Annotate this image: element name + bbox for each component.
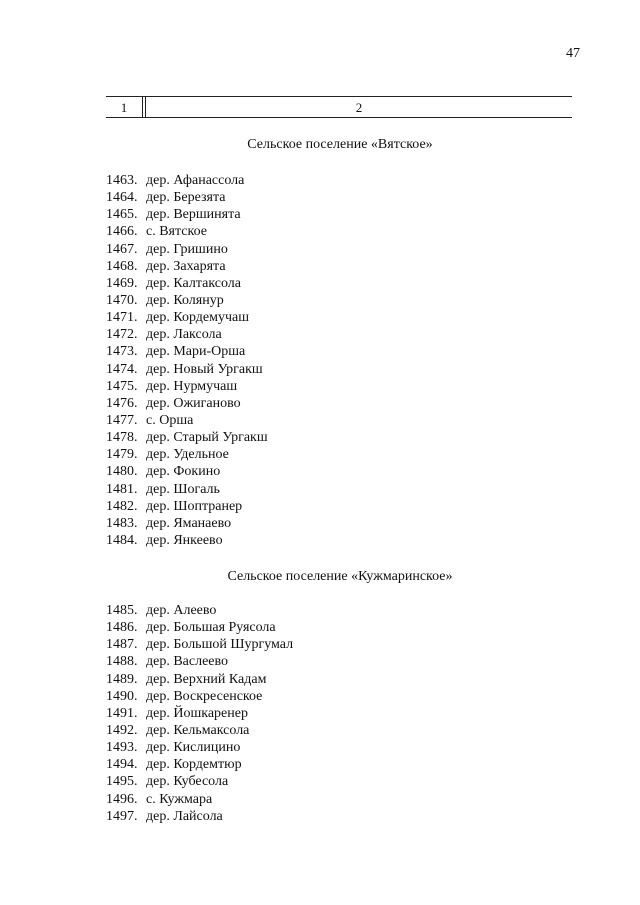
item-type: дер.	[146, 275, 170, 291]
item-number: 1475.	[106, 378, 138, 394]
item-name: Вершинята	[173, 207, 241, 223]
item-name: Васлеево	[173, 654, 229, 670]
item-name: Воскресенское	[173, 688, 263, 704]
item-type: дер.	[146, 654, 170, 670]
item-type: дер.	[146, 344, 170, 360]
item-number: 1496.	[106, 791, 138, 807]
list-item	[106, 189, 268, 206]
item-name: Шоптранер	[173, 498, 243, 514]
item-number: 1488.	[106, 654, 138, 670]
item-number: 1468.	[106, 258, 138, 274]
item-type: с.	[146, 412, 156, 428]
list-item	[106, 808, 293, 825]
item-number: 1480.	[106, 464, 138, 480]
item-type: дер.	[146, 173, 170, 188]
item-name: Калтаксола	[173, 275, 242, 291]
item-number: 1479.	[106, 447, 138, 463]
item-type: дер.	[146, 532, 170, 548]
item-number: 1482.	[106, 498, 138, 514]
item-type: дер.	[146, 688, 170, 704]
item-name: Йошкаренер	[173, 705, 248, 721]
item-name: Березята	[173, 190, 226, 206]
item-type: дер.	[146, 361, 170, 377]
item-name: Фокино	[173, 464, 221, 480]
item-number: 1473.	[106, 344, 138, 360]
item-name: Захарята	[173, 258, 226, 274]
item-name: Ожиганово	[173, 395, 241, 411]
item-type: дер.	[146, 378, 170, 394]
item-name: Верхний Кадам	[173, 671, 267, 687]
list-item	[106, 258, 268, 275]
item-name: Большой Шургумал	[173, 637, 294, 653]
item-name: Старый Ургакш	[173, 430, 268, 446]
list-item	[106, 241, 268, 258]
list-item	[106, 429, 268, 446]
list-item	[106, 653, 293, 670]
list-item	[106, 739, 293, 756]
item-type: дер.	[146, 430, 170, 446]
item-name: Кислицино	[173, 740, 241, 756]
item-name: Кордемтюр	[173, 757, 242, 773]
item-type: дер.	[146, 515, 170, 531]
item-name: Удельное	[173, 447, 229, 463]
item-number: 1463.	[106, 173, 138, 188]
item-name: Орша	[159, 412, 194, 428]
item-number: 1472.	[106, 327, 138, 343]
item-type: дер.	[146, 774, 170, 790]
list-item	[106, 688, 293, 705]
list-item	[106, 343, 268, 360]
item-name: Алеево	[173, 603, 217, 618]
item-type: дер.	[146, 447, 170, 463]
item-type: дер.	[146, 310, 170, 326]
item-number: 1497.	[106, 808, 138, 824]
item-number: 1477.	[106, 412, 138, 428]
list-item	[106, 275, 268, 292]
item-name: Лайсола	[173, 808, 223, 824]
list-item	[106, 223, 268, 240]
column-header-1: 1	[106, 97, 143, 117]
item-type: дер.	[146, 671, 170, 687]
list-item	[106, 172, 268, 189]
item-type: дер.	[146, 395, 170, 411]
list-item	[106, 671, 293, 688]
list-item	[106, 378, 268, 395]
list-item	[106, 498, 268, 515]
item-type: дер.	[146, 757, 170, 773]
item-number: 1490.	[106, 688, 138, 704]
item-name: Яманаево	[173, 515, 232, 531]
item-type: дер.	[146, 498, 170, 514]
item-number: 1492.	[106, 722, 138, 738]
section-title-kuzhmarinskoe: Сельское поселение «Кужмаринское»	[227, 569, 453, 584]
item-name: Колянур	[173, 292, 224, 308]
item-number: 1465.	[106, 207, 138, 223]
item-type: дер.	[146, 808, 170, 824]
list-item	[106, 326, 268, 343]
settlement-list-vyatskoe	[106, 172, 268, 549]
item-number: 1489.	[106, 671, 138, 687]
item-type: с.	[146, 224, 156, 240]
list-item	[106, 481, 268, 498]
item-type: дер.	[146, 190, 170, 206]
item-number: 1486.	[106, 620, 138, 636]
item-number: 1467.	[106, 241, 138, 257]
item-name: Янкеево	[173, 532, 223, 548]
item-name: Афанассола	[173, 173, 245, 188]
item-number: 1493.	[106, 740, 138, 756]
section-title-vyatskoe: Сельское поселение «Вятское»	[247, 137, 433, 152]
list-item	[106, 705, 293, 722]
item-type: дер.	[146, 481, 170, 497]
item-type: дер.	[146, 637, 170, 653]
item-number: 1481.	[106, 481, 138, 497]
list-item	[106, 463, 268, 480]
item-number: 1484.	[106, 532, 138, 548]
item-name: Лаксола	[173, 327, 222, 343]
column-header-table	[106, 96, 572, 118]
item-number: 1485.	[106, 603, 138, 618]
settlement-list-kuzhmarinskoe	[106, 602, 293, 825]
list-item	[106, 602, 293, 619]
item-type: дер.	[146, 207, 170, 223]
item-number: 1495.	[106, 774, 138, 790]
item-name: Кубесола	[173, 774, 229, 790]
list-item	[106, 791, 293, 808]
page-number: 47	[566, 46, 580, 61]
item-number: 1470.	[106, 292, 138, 308]
item-type: дер.	[146, 705, 170, 721]
list-item	[106, 756, 293, 773]
item-name: Большая Руясола	[173, 620, 276, 636]
item-type: с.	[146, 791, 156, 807]
item-number: 1491.	[106, 705, 138, 721]
item-number: 1483.	[106, 515, 138, 531]
item-type: дер.	[146, 740, 170, 756]
list-item	[106, 636, 293, 653]
item-number: 1471.	[106, 310, 138, 326]
item-type: дер.	[146, 327, 170, 343]
item-name: Шогаль	[173, 481, 220, 497]
list-item	[106, 395, 268, 412]
item-type: дер.	[146, 292, 170, 308]
item-name: Новый Ургакш	[173, 361, 263, 377]
item-number: 1494.	[106, 757, 138, 773]
item-number: 1476.	[106, 395, 138, 411]
item-name: Гришино	[173, 241, 228, 257]
item-number: 1474.	[106, 361, 138, 377]
list-item	[106, 206, 268, 223]
item-type: дер.	[146, 620, 170, 636]
item-type: дер.	[146, 241, 170, 257]
list-item	[106, 292, 268, 309]
item-type: дер.	[146, 603, 170, 618]
list-item	[106, 412, 268, 429]
item-name: Вятское	[159, 224, 207, 240]
item-name: Кельмаксола	[173, 722, 250, 738]
list-item	[106, 773, 293, 790]
item-type: дер.	[146, 722, 170, 738]
item-number: 1478.	[106, 430, 138, 446]
list-item	[106, 309, 268, 326]
list-item	[106, 532, 268, 549]
item-number: 1469.	[106, 275, 138, 291]
list-item	[106, 619, 293, 636]
item-number: 1487.	[106, 637, 138, 653]
list-item	[106, 446, 268, 463]
item-name: Мари-Орша	[173, 344, 246, 360]
item-name: Кордемучаш	[173, 310, 250, 326]
list-item	[106, 515, 268, 532]
item-number: 1464.	[106, 190, 138, 206]
list-item	[106, 722, 293, 739]
list-item	[106, 361, 268, 378]
item-type: дер.	[146, 258, 170, 274]
item-name: Нурмучаш	[173, 378, 238, 394]
column-header-2: 2	[355, 100, 363, 115]
item-type: дер.	[146, 464, 170, 480]
item-name: Кужмара	[159, 791, 213, 807]
item-number: 1466.	[106, 224, 138, 240]
